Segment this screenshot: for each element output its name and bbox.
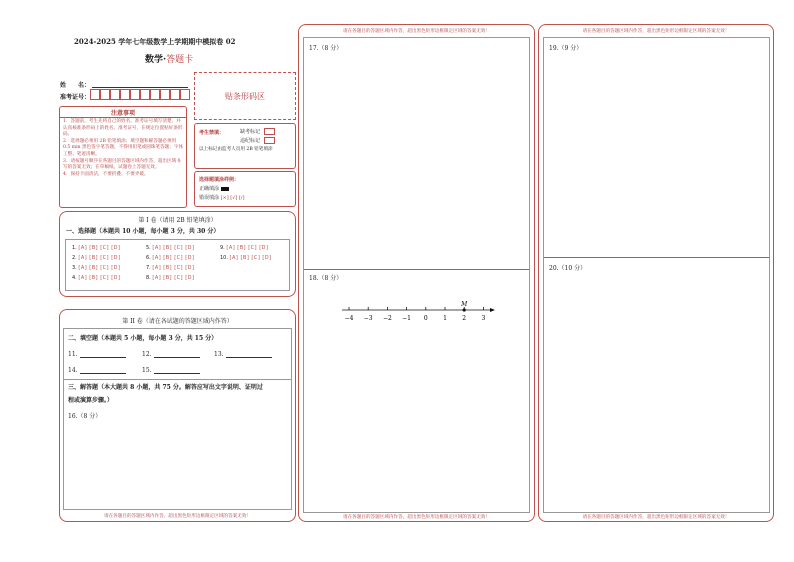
fill-q12[interactable]: 12. xyxy=(142,350,200,358)
fill-q14[interactable]: 14. xyxy=(68,366,126,374)
barcode-area: 贴条形码区 xyxy=(194,72,296,120)
notice-title: 注意事项 xyxy=(110,110,135,117)
absent-box: 考生禁填： 缺考标记 违纪标记 以上标记由监考人员用 2B 铅笔填涂 xyxy=(194,123,296,169)
sample-box: 选择题填涂样例： 正确填涂 错误填涂 [×] [√] [/] xyxy=(194,171,296,207)
warning-col2-bottom: 请在各题目的答题区域内作答，超出黑色矩形边框限定区域的答案无效！ xyxy=(342,515,490,520)
col2-answer-area xyxy=(303,37,530,513)
notice-list: 1．答题前，考生先将自己的姓名、准考证号填写清楚，并认真核准条形码上的姓名、准考证号，在规定位置贴好条形码。 2．选择题必须用 2B 铅笔填涂；填空题和解答题必须用 0.5 mm 黑色签字笔答题，不得用铅笔或圆珠笔答题；字体工整、笔迹清晰。 3．请按题号顺序在各题目的答题区域内作答，超出区域书写的答案无效；在草稿纸、试题卷上答题无效。 4．保持卡面清洁，不要折叠、不要弄破。 xyxy=(63,119,184,177)
missing-mark[interactable]: 缺考标记 xyxy=(240,128,275,135)
id-label: 准考证号： xyxy=(60,94,91,101)
warning-col2-top: 请在各题目的答题区域内作答，超出黑色矩形边框限定区域的答案无效！ xyxy=(342,29,490,34)
number-line-label: 3 xyxy=(481,315,486,322)
choice-q1[interactable]: 1. [A] [B] [C] [D] xyxy=(72,245,121,251)
fill-q11[interactable]: 11. xyxy=(68,350,126,358)
name-label: 姓 名： xyxy=(60,82,91,89)
number-line-label: −3 xyxy=(363,315,373,322)
q17-label: 17.（8 分） xyxy=(309,45,343,52)
fill-q15[interactable]: 15. xyxy=(142,366,200,374)
q20-label: 20.（10 分） xyxy=(549,265,587,272)
choice-q5[interactable]: 5. [A] [B] [C] [D] xyxy=(146,245,195,251)
q18-label: 18.（8 分） xyxy=(309,275,343,282)
part1-heading: 第 I 卷（请用 2B 铅笔填涂） xyxy=(138,217,217,224)
warning-col3-bottom: 请在各题目的答题区域内作答，超出黑色矩形边框限定区域的答案无效！ xyxy=(582,515,730,520)
number-line-label: 1 xyxy=(443,315,447,322)
wrong-sample: 错误填涂 [×] [√] [/] xyxy=(199,195,245,201)
number-line xyxy=(338,298,498,324)
correct-sample: 正确填涂 xyxy=(199,185,229,192)
number-line-label: 2 xyxy=(462,315,467,322)
part2-heading: 第 II 卷（请在各试题的答题区域内作答） xyxy=(122,318,233,325)
choice-q9[interactable]: 9. [A] [B] [C] [D] xyxy=(220,245,269,251)
number-line-label: −4 xyxy=(344,315,354,322)
solve-section: 三、解答题（本大题共 8 小题，共 75 分。解答应写出文字说明、证明过 程或演算步骤。） 16.（8 分） xyxy=(63,380,292,510)
card-subtitle: 数学·答题卡 xyxy=(145,55,194,65)
notice-box xyxy=(59,106,187,208)
number-line-label: −1 xyxy=(402,315,412,322)
number-line-label: −2 xyxy=(382,315,392,322)
choice-q8[interactable]: 8. [A] [B] [C] [D] xyxy=(146,275,195,281)
q16-label: 16.（8 分） xyxy=(68,413,102,420)
part2-box xyxy=(59,309,296,522)
violation-mark[interactable]: 违纪标记 xyxy=(240,137,275,144)
warning-col3-top: 请在各题目的答题区域内作答，超出黑色矩形边框限定区域的答案无效！ xyxy=(582,29,730,34)
choice-q4[interactable]: 4. [A] [B] [C] [D] xyxy=(72,275,121,281)
id-grid[interactable] xyxy=(90,89,190,102)
warning-col1: 请在各题目的答题区域内作答，超出黑色矩形边框限定区域的答案无效！ xyxy=(103,514,251,519)
choice-section-title: 一、选择题（本题共 10 小题，每小题 3 分，共 30 分） xyxy=(66,228,220,235)
name-underline[interactable] xyxy=(92,87,188,88)
point-m xyxy=(463,308,466,311)
col3-answer-area xyxy=(543,37,770,513)
point-m-label: M xyxy=(461,301,468,308)
column3-box xyxy=(538,24,774,522)
absent-note: 以上标记由监考人员用 2B 铅笔填涂 xyxy=(199,147,273,152)
choice-q7[interactable]: 7. [A] [B] [C] [D] xyxy=(146,265,195,271)
column2-box xyxy=(298,24,535,522)
q19-label: 19.（9 分） xyxy=(549,45,583,52)
choice-q6[interactable]: 6. [A] [B] [C] [D] xyxy=(146,255,195,261)
choice-q3[interactable]: 3. [A] [B] [C] [D] xyxy=(72,265,121,271)
choice-grid xyxy=(65,239,290,291)
choice-q2[interactable]: 2. [A] [B] [C] [D] xyxy=(72,255,121,261)
part1-box xyxy=(59,211,296,297)
exam-title: 2024-2025 学年七年级数学上学期期中模拟卷 02 xyxy=(74,37,236,46)
number-line-label: 0 xyxy=(423,315,428,322)
fill-section: 二、填空题（本题共 5 小题，每小题 3 分，共 15 分） 11. 12. 13. 14. 15. xyxy=(63,328,292,380)
choice-q10[interactable]: 10. [A] [B] [C] [D] xyxy=(220,255,272,261)
fill-q13[interactable]: 13. xyxy=(214,350,272,358)
